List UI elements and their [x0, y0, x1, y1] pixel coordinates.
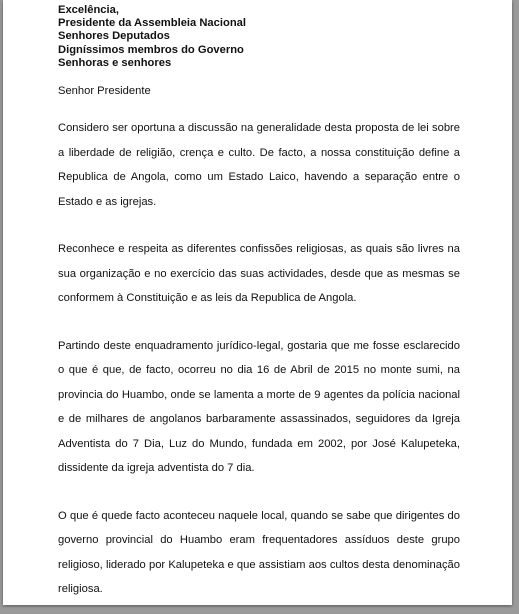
salutation-line: Digníssimos membros do Governo	[58, 43, 244, 56]
body-paragraph: Reconhece e respeita as diferentes confissões religiosas, as quais são livres na sua organização e no exercício das suas actividades, desde que as mesmas se conformem à Constituição e as leis da Republica de Angola.	[58, 243, 460, 305]
body-paragraph: O que é quede facto aconteceu naquele local, quando se sabe que dirigentes do governo provincial do Huambo eram frequentadores assíduos deste grupo religioso, liderado por Kalupeteka e que assistiam aos cultos desta denominação religiosa.	[58, 509, 460, 596]
salutation-line: Excelência,	[58, 4, 119, 16]
salutation-line: Senhores Deputados	[58, 30, 170, 43]
salutation-line: Presidente da Assembleia Nacional	[58, 17, 246, 30]
salutation-block	[58, 4, 460, 70]
body-paragraph: Partindo deste enquadramento jurídico-legal, gostaria que me fosse esclarecido o que é que, de facto, ocorreu no dia 16 de Abril de 2015 no monte sumi, na provincia do Huambo, onde se lamenta a morte de 9 agentes da polícia nacional e de milhares de angolanos barbaramente assassinados, seguidores da Igreja Adventista do 7 Dia, Luz do Mundo, fundada em 2002, por José Kalupeteka, dissidente da igreja adventista do 7 dia.	[58, 339, 460, 475]
body-paragraph: Considero ser oportuna a discussão na generalidade desta proposta de lei sobre a liberdade de religião, crença e culto. De facto, a nossa constituição define a Republica de Angola, como um Estado Laico, havendo a separação entre o Estado e as igrejas.	[58, 122, 460, 208]
document-page	[3, 0, 512, 605]
opening-address: Senhor Presidente	[58, 85, 151, 98]
salutation-line: Senhoras e senhores	[58, 56, 172, 69]
